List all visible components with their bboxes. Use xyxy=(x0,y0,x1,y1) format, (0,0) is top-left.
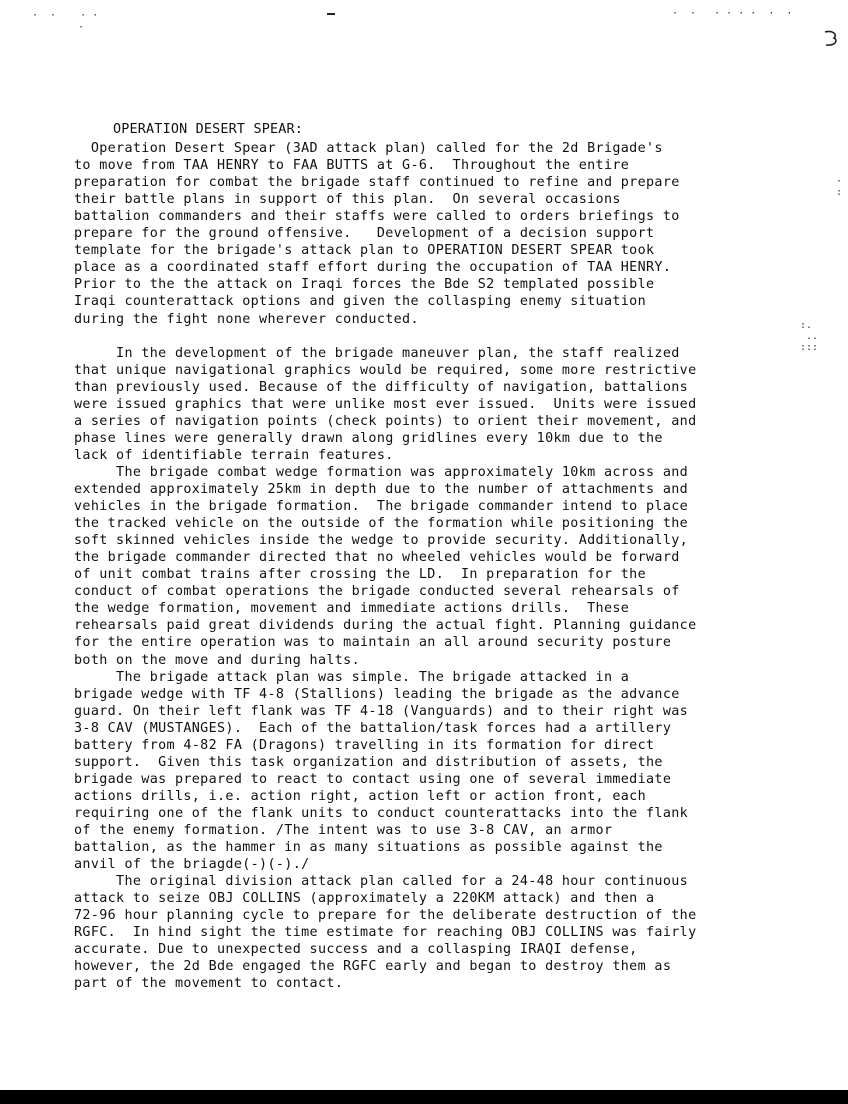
text-line: anvil of the briagde(-)(-)./ xyxy=(74,857,310,873)
scan-speckle: · : xyxy=(836,176,843,198)
text-line: extended approximately 25km in depth due to the number of attachments and xyxy=(74,482,689,497)
text-line: however, the 2d Bde engaged the RGFC early and began to destroy them as xyxy=(74,959,672,975)
text-line: the tracked vehicle on the outside of the formation while positioning the xyxy=(74,516,689,532)
text-line: attack to seize OBJ COLLINS (approximately a 220KM attack) and then a xyxy=(74,891,655,907)
text-line: The original division attack plan called for a 24-48 hour continuous xyxy=(74,874,689,890)
text-line: to move from TAA HENRY to FAA BUTTS at G-6. Throughout the entire xyxy=(74,158,630,174)
text-line: of the enemy formation. /The intent was to use 3-8 CAV, an armor xyxy=(74,823,613,838)
text-line: actions drills, i.e. action right, action left or action front, each xyxy=(74,788,647,804)
text-line: the brigade commander directed that no wheeled vehicles would be forward xyxy=(74,550,680,566)
text-line: The brigade attack plan was simple. The brigade attacked in a xyxy=(74,669,630,685)
handwritten-mark-icon xyxy=(822,28,840,48)
text-line: of unit combat trains after crossing the LD. In preparation for the xyxy=(74,567,647,583)
text-line: a series of navigation points (check points) to orient their movement, and xyxy=(74,413,697,429)
text-line: were issued graphics that were unlike most ever issued. Units were issued xyxy=(74,396,697,412)
text-line: brigade wedge with TF 4-8 (Stallions) leading the brigade as the advance xyxy=(74,686,680,702)
scan-speckle: · · · · xyxy=(32,10,99,21)
text-line: accurate. Due to unexpected success and a collasping IRAQI defense, xyxy=(74,942,638,958)
text-line: requiring one of the flank units to conduct counterattacks into the flank xyxy=(74,805,689,821)
text-line: their battle plans in support of this plan. On several occasions xyxy=(74,192,621,208)
text-line: phase lines were generally drawn along gridlines every 10km due to the xyxy=(74,430,663,446)
text-line: conduct of combat operations the brigade conducted several rehearsals of xyxy=(74,584,680,600)
section-heading: OPERATION DESERT SPEAR: xyxy=(113,122,304,137)
text-line: battery from 4-82 FA (Dragons) travelling in its formation for direct xyxy=(74,737,655,753)
scan-speckle: · xyxy=(78,22,85,33)
text-line: lack of identifiable terrain features. xyxy=(74,447,394,463)
text-line: The brigade combat wedge formation was approximately 10km across and xyxy=(74,464,689,480)
scan-speckle: :. .. ::: xyxy=(800,320,819,353)
text-line: Prior to the the attack on Iraqi forces the Bde S2 templated possible xyxy=(74,277,655,293)
text-line: during the fight none wherever conducted. xyxy=(74,311,419,327)
text-line: In the development of the brigade maneuver plan, the staff realized xyxy=(74,345,680,361)
text-line: guard. On their left flank was TF 4-18 (Vanguards) and to their right was xyxy=(74,703,689,719)
text-line: 72-96 hour planning cycle to prepare for the deliberate destruction of the xyxy=(74,908,697,924)
text-line: RGFC. In hind sight the time estimate for reaching OBJ COLLINS was fairly xyxy=(74,925,697,941)
text-line: battalion commanders and their staffs were called to orders briefings to xyxy=(74,209,680,225)
text-line: template for the brigade's attack plan to OPERATION DESERT SPEAR took xyxy=(74,243,655,259)
text-line: both on the move and during halts. xyxy=(74,652,361,668)
text-line: prepare for the ground offensive. Development of a decision support xyxy=(74,226,655,242)
text-line: Operation Desert Spear (3AD attack plan) called for the 2d Brigade's xyxy=(74,141,663,156)
text-line: vehicles in the brigade formation. The brigade commander intend to place xyxy=(74,499,689,515)
text-line: rehearsals paid great dividends during the actual fight. Planning guidance xyxy=(74,618,697,634)
text-line: support. Given this task organization and distribution of assets, the xyxy=(74,754,663,770)
text-line: that unique navigational graphics would be required, some more restrictive xyxy=(74,362,697,378)
text-line: preparation for combat the brigade staff continued to refine and prepare xyxy=(74,175,680,191)
text-line: place as a coordinated staff effort during the occupation of TAA HENRY. xyxy=(74,260,672,276)
text-line: the wedge formation, movement and immediate actions drills. These xyxy=(74,601,630,617)
scan-mark xyxy=(327,13,335,15)
text-line: brigade was prepared to react to contact using one of several immediate xyxy=(74,771,672,787)
text-line: than previously used. Because of the difficulty of navigation, battalions xyxy=(74,379,689,395)
text-line: Iraqi counterattack options and given the collasping enemy situation xyxy=(74,294,647,310)
text-line: battalion, as the hammer in as many situations as possible against the xyxy=(74,840,663,856)
text-line: soft skinned vehicles inside the wedge to provide security. Additionally, xyxy=(74,533,689,549)
text-line: 3-8 CAV (MUSTANGES). Each of the battalion/task forces had a artillery xyxy=(74,720,672,736)
text-line: part of the movement to contact. xyxy=(74,976,344,992)
scan-bottom-edge xyxy=(0,1090,848,1104)
text-line: for the entire operation was to maintain an all around security posture xyxy=(74,635,672,651)
scan-speckle: · · · · · · · · xyxy=(672,8,793,19)
